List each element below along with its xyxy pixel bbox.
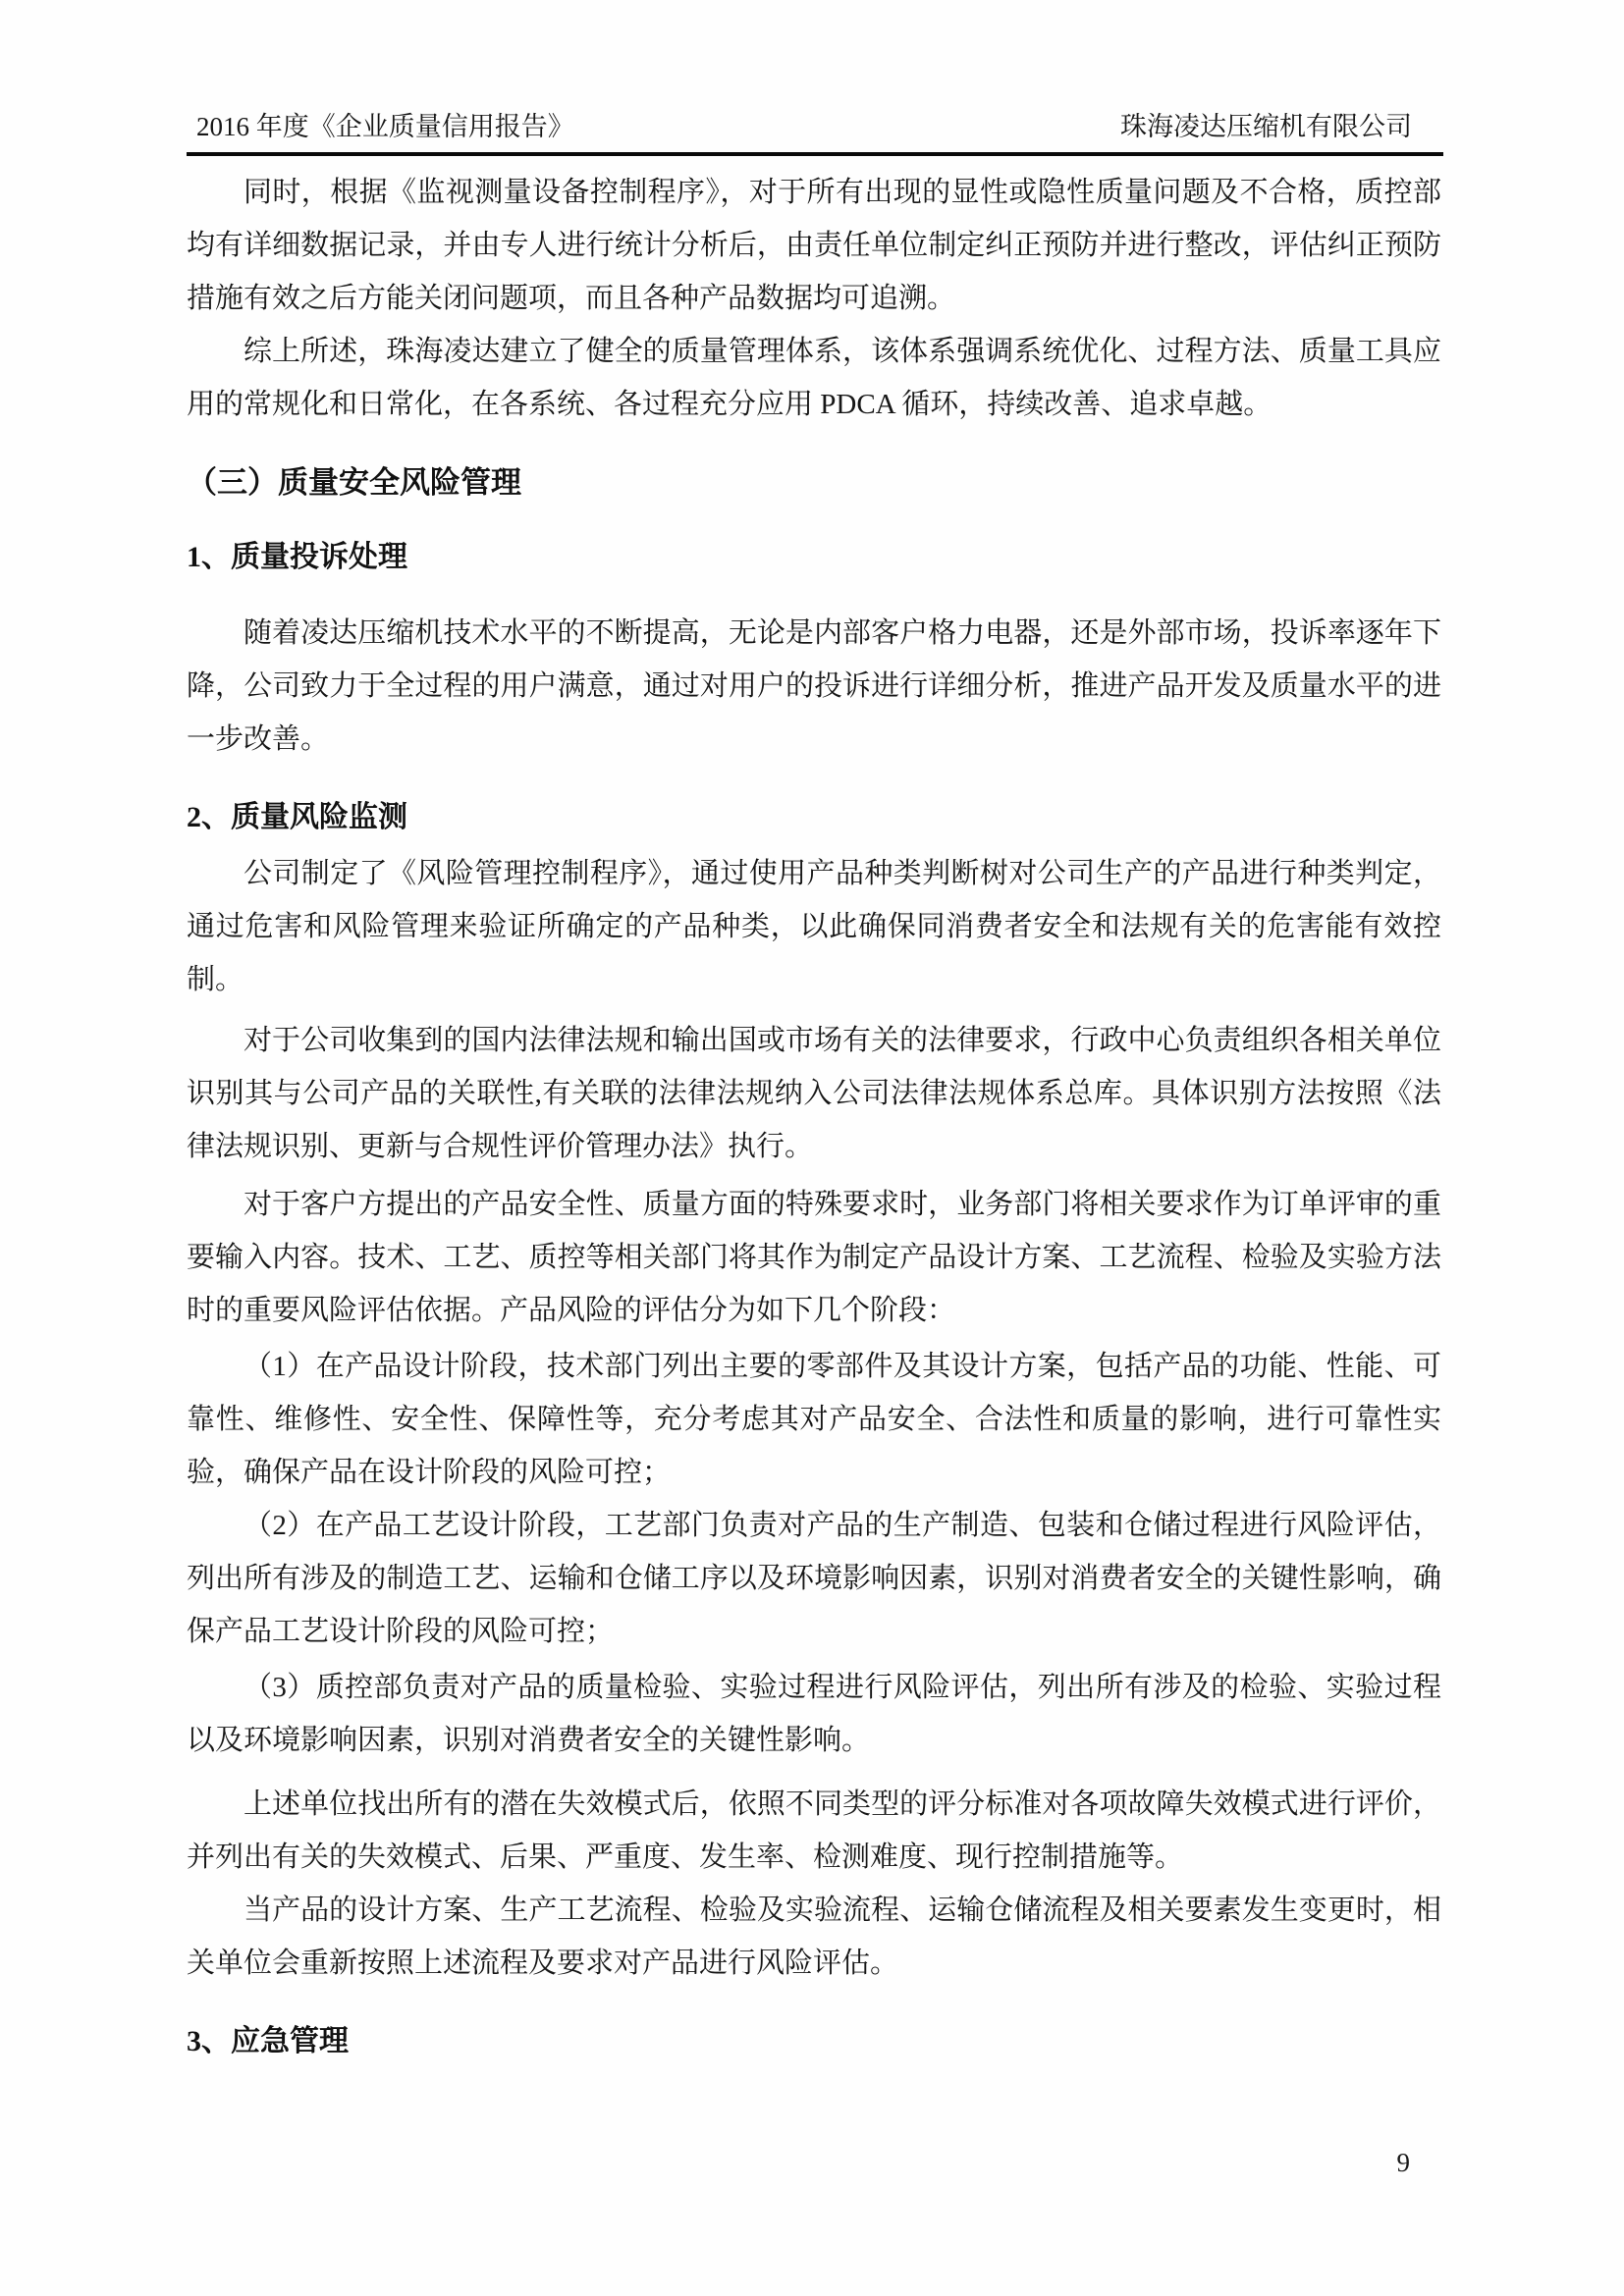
paragraph-complaint-handling: 随着凌达压缩机技术水平的不断提高，无论是内部客户格力电器，还是外部市场，投诉率逐年下降，公司致力于全过程的用户满意，通过对用户的投诉进行详细分析，推进产品开发及质量水平的进一步改善。 [187, 617, 1441, 755]
paragraph-risk-customer-requirements: 对于客户方提出的产品安全性、质量方面的特殊要求时，业务部门将相关要求作为订单评审的重要输入内容。技术、工艺、质控等相关部门将其作为制定产品设计方案、工艺流程、检验及实验方法时的重要风险评估依据。产品风险的评估分为如下几个阶段： [187, 1189, 1441, 1326]
heading-quality-safety-risk-management: （三）质量安全风险管理 [187, 465, 521, 500]
paragraph-risk-program: 公司制定了《风险管理控制程序》，通过使用产品种类判断树对公司生产的产品进行种类判定，通过危害和风险管理来验证所确定的产品种类，以此确保同消费者安全和法规有关的危害能有效控制。 [187, 858, 1441, 995]
heading-emergency-management: 3、应急管理 [187, 2025, 349, 2057]
page-number: 9 [1396, 2148, 1410, 2177]
paragraph-stage-process-design: （2）在产品工艺设计阶段，工艺部门负责对产品的生产制造、包装和仓储过程进行风险评估，列出所有涉及的制造工艺、运输和仓储工序以及环境影响因素，识别对消费者安全的关键性影响，确保产品工艺设计阶段的风险可控； [187, 1510, 1441, 1647]
paragraph-stage-quality-control: （3）质控部负责对产品的质量检验、实验过程进行风险评估，列出所有涉及的检验、实验过程以及环境影响因素，识别对消费者安全的关键性影响。 [187, 1672, 1441, 1756]
heading-risk-monitoring: 2、质量风险监测 [187, 801, 407, 833]
document-body [187, 166, 1441, 2068]
paragraph-stage-design: （1）在产品设计阶段，技术部门列出主要的零部件及其设计方案，包括产品的功能、性能、可靠性、维修性、安全性、保障性等，充分考虑其对产品安全、合法性和质量的影响，进行可靠性实验，确保产品在设计阶段的风险可控； [187, 1351, 1441, 1488]
paragraph-measurement-control: 同时，根据《监视测量设备控制程序》，对于所有出现的显性或隐性质量问题及不合格，质控部均有详细数据记录，并由专人进行统计分析后，由责任单位制定纠正预防并进行整改，评估纠正预防措施有效之后方能关闭问题项，而且各种产品数据均可追溯。 [187, 177, 1441, 314]
paragraph-summary: 综上所述，珠海凌达建立了健全的质量管理体系，该体系强调系统优化、过程方法、质量工具应用的常规化和日常化，在各系统、各过程充分应用 PDCA 循环，持续改善、追求卓越。 [187, 336, 1441, 420]
page-header [187, 110, 1443, 156]
header-report-title: 2016 年度《企业质量信用报告》 [196, 112, 574, 141]
paragraph-change-reassessment: 当产品的设计方案、生产工艺流程、检验及实验流程、运输仓储流程及相关要素发生变更时，相关单位会重新按照上述流程及要求对产品进行风险评估。 [187, 1895, 1441, 1979]
heading-complaint-handling: 1、质量投诉处理 [187, 541, 407, 573]
paragraph-failure-mode-evaluation: 上述单位找出所有的潜在失效模式后，依照不同类型的评分标准对各项故障失效模式进行评价，并列出有关的失效模式、后果、严重度、发生率、检测难度、现行控制措施等。 [187, 1789, 1441, 1873]
paragraph-risk-laws: 对于公司收集到的国内法律法规和输出国或市场有关的法律要求，行政中心负责组织各相关单位识别其与公司产品的关联性,有关联的法律法规纳入公司法律法规体系总库。具体识别方法按照《法律法规识别、更新与合规性评价管理办法》执行。 [187, 1025, 1441, 1162]
header-company-name: 珠海凌达压缩机有限公司 [1120, 112, 1412, 141]
